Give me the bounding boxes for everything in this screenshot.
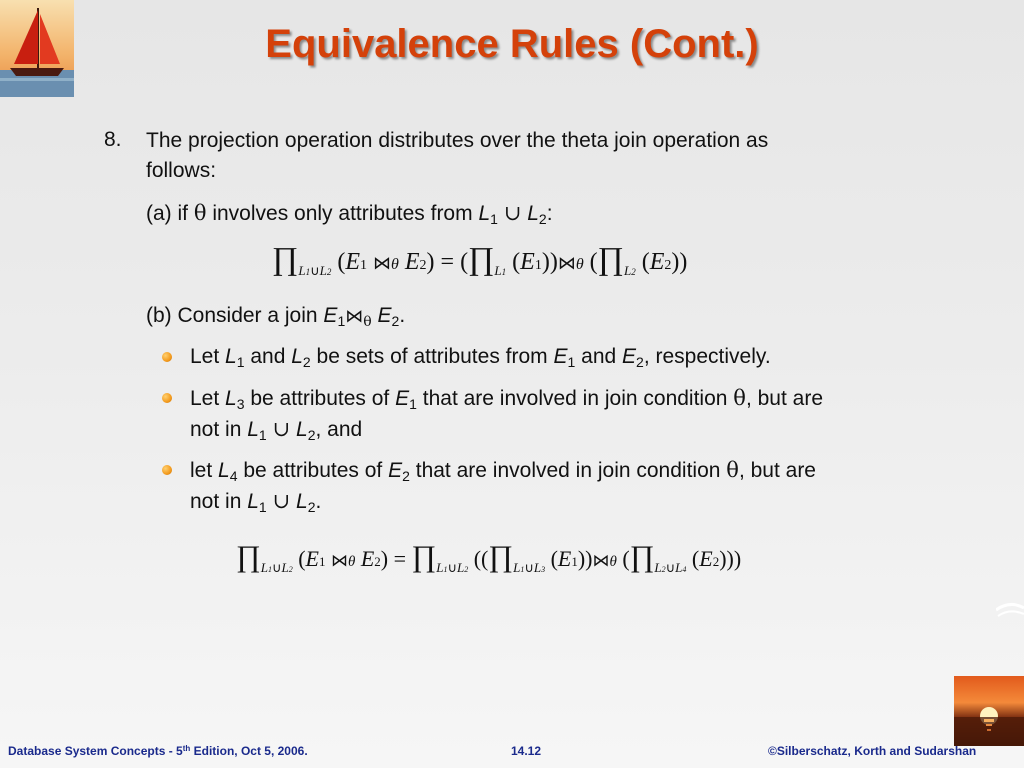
bullet-text: and xyxy=(244,345,292,368)
join-symbol: ⋈ xyxy=(345,306,364,327)
bullet-icon xyxy=(162,465,172,475)
formula-term: (($\prod_{L1\cup L3}$ (E1))⋈θ ($\prod_{L2\cup L4}$ (E2))) xyxy=(473,540,742,575)
l-symbol: L xyxy=(478,202,491,225)
formula-subscript: L1∪L2 xyxy=(260,560,293,575)
l-symbol: L xyxy=(296,490,308,513)
e-symbol: E xyxy=(622,345,637,368)
part-b-text xyxy=(146,303,405,330)
l-symbol: L xyxy=(225,387,237,410)
subscript: 1 xyxy=(236,354,245,370)
l-symbol: L xyxy=(218,459,230,482)
bullet-icon xyxy=(162,352,172,362)
union-symbol: ∪ xyxy=(503,201,522,225)
footer-text: Database System Concepts - 5 xyxy=(8,744,183,758)
e-symbol: E xyxy=(553,345,568,368)
bullet-text: that are involved in join condition xyxy=(416,387,734,410)
theta-symbol: θ xyxy=(733,386,746,410)
theta-symbol: θ xyxy=(193,201,207,225)
bullet-icon xyxy=(162,393,172,403)
theta-symbol: θ xyxy=(363,314,372,330)
equals-sign: = xyxy=(440,249,455,275)
l-symbol: L xyxy=(247,490,259,513)
l-symbol: L xyxy=(296,418,308,441)
sunset-logo xyxy=(954,676,1024,746)
footer-left xyxy=(8,744,308,758)
e-symbol: E xyxy=(388,459,403,482)
bullet-3-text-line-1 xyxy=(190,457,816,484)
bullet-3-text-line-2 xyxy=(190,488,321,515)
bullet-text: , but are xyxy=(738,459,816,482)
subscript: 2 xyxy=(402,468,410,484)
l-symbol: L xyxy=(291,345,303,368)
part-a-prefix: (a) if xyxy=(146,202,194,225)
subscript: 3 xyxy=(236,396,245,412)
formula-a xyxy=(272,240,687,279)
e-symbol: E xyxy=(395,387,410,410)
formula-term: (E1 ⋈θ E2) xyxy=(298,546,389,571)
union-symbol: ∪ xyxy=(272,489,291,513)
formula-subscript: L1∪L2 xyxy=(436,560,469,575)
slide-title: Equivalence Rules (Cont.) xyxy=(265,22,759,66)
footer-copyright: ©Silberschatz, Korth and Sudarshan xyxy=(768,744,977,758)
part-b-prefix: (b) Consider a join xyxy=(146,304,324,327)
rule-text-line-1: The projection operation distributes over the theta join operation as xyxy=(146,129,769,152)
subscript: 2 xyxy=(636,354,644,370)
bullet-text: that are involved in join condition xyxy=(409,459,727,482)
formula-term: ($\prod_{L1}$ (E1))⋈θ ($\prod_{L2}$ (E2)) xyxy=(460,240,688,278)
subscript: 4 xyxy=(229,468,238,484)
part-a-suffix: : xyxy=(546,202,553,225)
bullet-text: and xyxy=(575,345,623,368)
bullet-text: not in xyxy=(190,418,248,441)
subscript: 2 xyxy=(538,211,547,227)
part-a-middle: involves only attributes from xyxy=(206,202,479,225)
bullet-text: be sets of attributes from xyxy=(310,345,554,368)
bullet-text: not in xyxy=(190,490,248,513)
bullet-1-text xyxy=(190,344,771,370)
part-a-text xyxy=(146,200,553,227)
subscript: 1 xyxy=(337,313,346,329)
subscript: 2 xyxy=(307,427,316,443)
subscript: 2 xyxy=(302,354,311,370)
formula-b xyxy=(236,540,741,576)
rule-text-line-2: follows: xyxy=(146,159,217,182)
formula-subscript: L1∪L2 xyxy=(298,263,332,278)
wave-decoration xyxy=(996,600,1024,620)
bullet-text: let xyxy=(190,459,219,482)
bullet-text: Let xyxy=(190,345,226,368)
subscript: 1 xyxy=(258,427,267,443)
bullet-text: , but are xyxy=(745,387,824,410)
subscript: 1 xyxy=(490,211,498,227)
l-symbol: L xyxy=(527,202,539,225)
bullet-2-text-line-1 xyxy=(190,385,823,412)
bullet-text: . xyxy=(315,490,322,513)
rule-number: 8. xyxy=(104,128,122,151)
footer-sup: th xyxy=(182,744,191,753)
product-symbol: ∏ xyxy=(411,540,437,573)
footer-page-number: 14.12 xyxy=(511,744,542,758)
subscript: 1 xyxy=(258,499,267,515)
product-symbol: ∏ xyxy=(272,240,299,276)
bullet-text: , respectively. xyxy=(643,345,771,368)
bullet-2-text-line-2 xyxy=(190,416,362,443)
bullet-text: be attributes of xyxy=(237,459,389,482)
subscript: 1 xyxy=(567,354,576,370)
footer-text: Edition, Oct 5, 2006. xyxy=(190,744,308,758)
bullet-text: Let xyxy=(190,387,226,410)
sunset-logo-icon xyxy=(954,676,1024,746)
part-b-suffix: . xyxy=(399,304,406,327)
e-symbol: E xyxy=(377,304,392,327)
theta-symbol: θ xyxy=(726,458,739,482)
e-symbol: E xyxy=(323,304,338,327)
subscript: 2 xyxy=(307,499,316,515)
union-symbol: ∪ xyxy=(272,417,291,441)
product-symbol: ∏ xyxy=(236,540,261,573)
l-symbol: L xyxy=(247,418,259,441)
subscript: 1 xyxy=(409,396,417,412)
equals-sign: = xyxy=(393,546,407,571)
bullet-text: be attributes of xyxy=(244,387,396,410)
subscript: 2 xyxy=(391,313,400,329)
bullet-text: , and xyxy=(315,418,363,441)
formula-term: (E1 ⋈θ E2) xyxy=(337,249,435,275)
l-symbol: L xyxy=(225,345,237,368)
